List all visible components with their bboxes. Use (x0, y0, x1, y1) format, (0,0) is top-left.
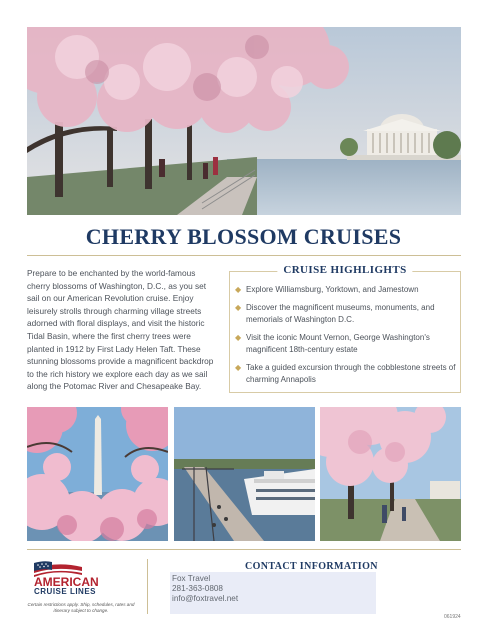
blossom-path-photo (320, 407, 461, 541)
washington-monument-photo (27, 407, 168, 541)
diamond-bullet-icon: ◆ (235, 363, 242, 372)
svg-text:CRUISE LINES: CRUISE LINES (34, 587, 97, 595)
cruise-ship-photo (174, 407, 315, 541)
highlights-list (235, 284, 457, 392)
american-cruise-lines-logo (30, 561, 130, 595)
highlights-title: CRUISE HIGHLIGHTS (277, 264, 412, 276)
contact-title: CONTACT INFORMATION (245, 561, 378, 572)
highlight-item: ◆ Visit the iconic Mount Vernon, George Washington's magnificent 18th-century estate (235, 333, 430, 354)
diamond-bullet-icon: ◆ (235, 333, 242, 342)
title-divider (27, 255, 461, 256)
document-code: 061924 (444, 614, 461, 620)
diamond-bullet-icon: ◆ (235, 303, 242, 312)
highlight-item: ◆ Explore Williamsburg, Yorktown, and Jamestown (235, 285, 419, 294)
intro-paragraph: Prepare to be enchanted by the world-famous cherry blossoms of Washington, D.C., as you set sail on our American Revolution cruise. Enjoy leisurely strolls through charming village streets adorned with floral displays, and visit the historic Tidal Basin, where the first cherry trees were planted in 1912 by First Lady Helen Taft. These stunning blossoms provide a magnificent backdrop to the rich history we explore each day as we sail along the Potomac River and Chesapeake Bay. (27, 268, 214, 392)
highlights-box (229, 264, 461, 393)
highlight-item: ◆ Discover the magnificent museums, monuments, and memorials of Washington D.C. (235, 303, 435, 324)
contact-phone[interactable]: 281-363-0808 (172, 584, 223, 593)
hero-image (27, 27, 461, 215)
contact-name: Fox Travel (172, 574, 211, 583)
contact-email[interactable]: info@foxtravel.net (172, 594, 239, 603)
page-title: CHERRY BLOSSOM CRUISES (85, 224, 402, 249)
highlight-item: ◆ Take a guided excursion through the cobblestone streets of charming Annapolis (235, 363, 456, 384)
contact-info-box (170, 572, 376, 614)
disclaimer-text: Certain restrictions apply. Ship, schedules, rates and itinerary subject to change. (27, 602, 135, 613)
footer-divider (27, 549, 461, 550)
diamond-bullet-icon: ◆ (235, 285, 242, 294)
svg-text:AMERICAN: AMERICAN (34, 575, 99, 589)
footer-vertical-divider (147, 559, 148, 614)
